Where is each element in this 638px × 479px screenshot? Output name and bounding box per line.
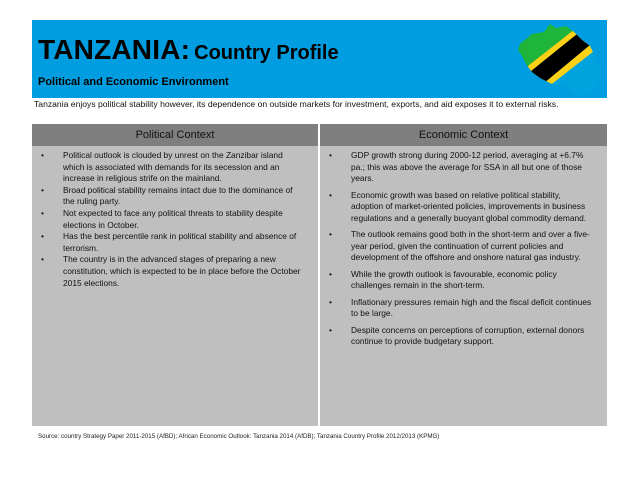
context-table: [32, 124, 607, 426]
page-title: [38, 34, 339, 66]
list-item: • Broad political stability remains intact due to the dominance of the ruling party.: [41, 184, 293, 207]
list-item: • While the growth outlook is favourable, economic policy challenges remain in the short-term.: [329, 268, 557, 291]
economic-context-heading: Economic Context: [320, 124, 607, 146]
bullet-icon: •: [41, 207, 44, 218]
tanzania-flag-map-icon: [510, 22, 608, 98]
header-subtitle: Political and Economic Environment: [38, 76, 229, 88]
economic-context-column: [320, 150, 607, 353]
list-item: • Economic growth was based on relative political stability, adoption of market-oriented policies, improvements in business regulations and a generally buoyant global commodity demand.: [329, 189, 587, 223]
political-context-heading: Political Context: [32, 124, 318, 146]
list-item: • The country is in the advanced stages of preparing a new constitution, which is expected to be in place before the October 2015 elections.: [41, 254, 301, 288]
bullet-icon: •: [329, 324, 332, 335]
bullet-icon: •: [329, 268, 332, 279]
bullet-icon: •: [41, 184, 44, 195]
bullet-icon: •: [41, 231, 44, 242]
bullet-icon: •: [329, 229, 332, 240]
bullet-icon: •: [41, 150, 44, 160]
intro-paragraph: Tanzania enjoys political stability however, its dependence on outside markets for investment, exports, and aid exposes it to external risks.: [34, 99, 559, 109]
list-item: • GDP growth strong during 2000-12 period, averaging at +6.7% pa.; this was above the average for SSA in all but one of those years.: [329, 150, 584, 184]
list-item: • Not expected to face any political threats to stability despite elections in October.: [41, 207, 283, 230]
list-item: • Inflationary pressures remain high and the fiscal deficit continues to be large.: [329, 296, 592, 319]
bullet-icon: •: [41, 254, 44, 265]
title-suffix: Country Profile: [194, 42, 339, 64]
bullet-icon: •: [329, 296, 332, 307]
bullet-icon: •: [329, 150, 332, 160]
source-footnote: Source: country Strategy Paper 2011-2015 (AfBD); African Economic Outlook: Tanzania 2014 (AfDB); Tanzania Country Profile 2012/2013 (KPMG): [32, 426, 607, 444]
list-item: • Has the best percentile rank in political stability and absence of terrorism.: [41, 231, 297, 253]
bullet-icon: •: [329, 189, 332, 200]
title-country: TANZANIA:: [38, 34, 191, 65]
list-item: • Political outlook is clouded by unrest on the Zanzibar island which is associated with demands for its secession and an increase in religious strife on the mainland.: [41, 150, 283, 184]
political-context-column: [32, 150, 318, 289]
list-item: • Despite concerns on perceptions of corruption, external donors continue to provide budgetary support.: [329, 324, 585, 347]
list-item: • The outlook remains good both in the short-term and over a five-year period, given the continuation of current policies and development of the offshore and onshore natural gas industry.: [329, 229, 590, 263]
